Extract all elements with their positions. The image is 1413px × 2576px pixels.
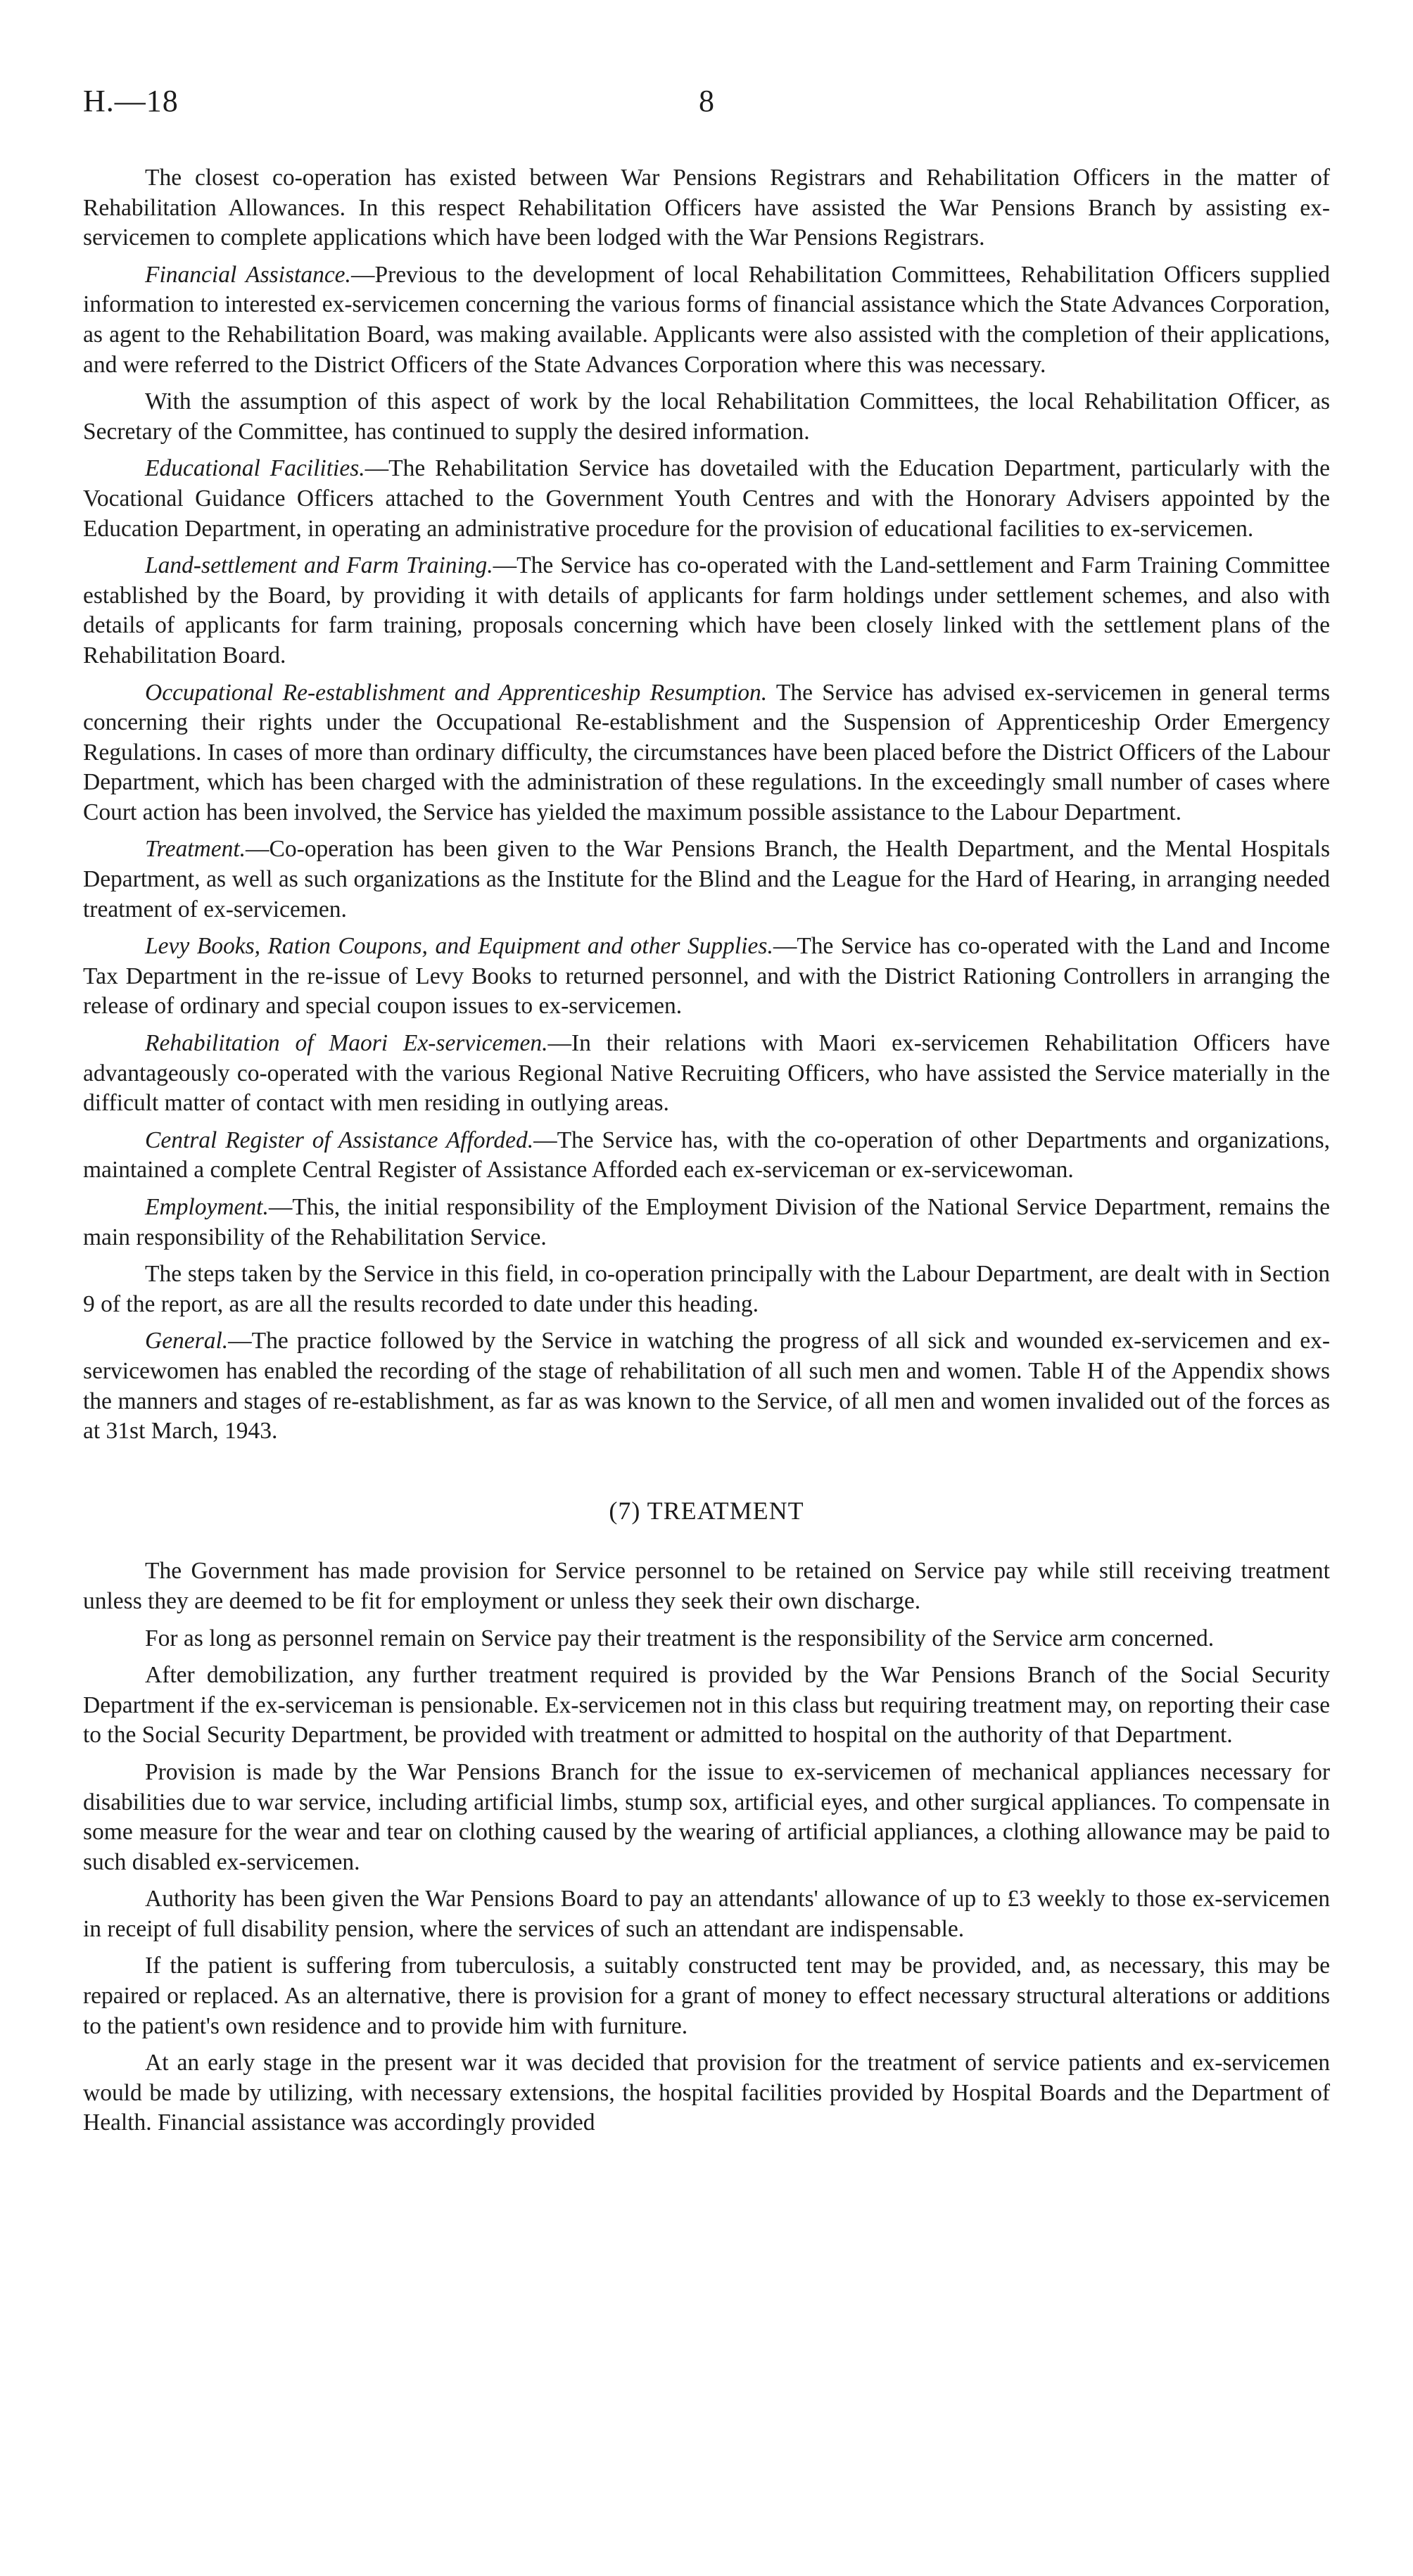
paragraph-lead: Rehabilitation of Maori Ex-servicemen. (145, 1030, 548, 1057)
paragraph-text: —Co-operation has been given to the War Pensions Branch, the Health Department, and the Mental Hospitals Department, as well as such organizations as the Institute for the Blind and the League for the Hard of Hearing, in arranging needed treatment of ex-servicemen. (83, 836, 1330, 922)
paragraph (83, 2048, 1330, 2138)
paragraph (83, 1556, 1330, 1616)
paragraph (83, 1661, 1330, 1751)
paragraph-lead: General. (145, 1328, 229, 1354)
paragraph (83, 1624, 1330, 1654)
paragraph-text: The closest co-operation has existed between War Pensions Registrars and Rehabilitation Officers in the matter of Rehabilitation Allowances. In this respect Rehabilitation Officers have assisted the War Pensions Branch by assisting ex-servicemen to complete applications which have been lodged with the War Pensions Registrars. (83, 165, 1330, 251)
body-text (83, 163, 1330, 2138)
paragraph-text: —In their relations with Maori ex-servicemen Rehabilitation Officers have advantageously co-operated with the various Regional Native Recruiting Officers, who have assisted the Service materially in the difficult matter of contact with men residing in outlying areas. (83, 1030, 1330, 1117)
paragraph (83, 163, 1330, 253)
paragraph-lead: Educational Facilities. (145, 455, 365, 482)
paragraph (83, 1951, 1330, 2041)
paragraph-text: —The practice followed by the Service in watching the progress of all sick and wounded ex-servicemen and ex-servicewomen has enabled the recording of the stage of rehabilitation of all such men and women. Table H of the Appendix shows the manners and stages of re-establishment, as far as was known to the Service, of all men and women invalided out of the forces as at 31st March, 1943. (83, 1328, 1330, 1445)
paragraph-text: Authority has been given the War Pensions Board to pay an attendants' allowance of up to £3 weekly to those ex-servicemen in receipt of full disability pension, where the services of such an attendant are indispensable. (83, 1886, 1330, 1942)
paragraph (83, 1758, 1330, 1877)
paragraph-lead: Employment. (145, 1194, 269, 1220)
document-reference: H.—18 (83, 84, 179, 118)
paragraph-text: For as long as personnel remain on Service pay their treatment is the responsibility of the Service arm concerned. (145, 1625, 1215, 1651)
paragraph-lead: Treatment. (145, 836, 246, 863)
paragraph-text: At an early stage in the present war it was decided that provision for the treatment of service patients and ex-servicemen would be made by utilizing, with necessary extensions, the hospital facilities provided by Hospital Boards and the Department of Health. Financial assistance was accordingly provided (83, 2050, 1330, 2136)
paragraph-text: If the patient is suffering from tuberculosis, a suitably constructed tent may be provided, and, as necessary, this may be repaired or replaced. As an alternative, there is provision for a grant of money to effect necessary structural alterations or additions to the patient's own residence and to provide him with furniture. (83, 1953, 1330, 2039)
paragraph-text: —The Service has co-operated with the Land-settlement and Farm Training Committee established by the Board, by providing it with details of applicants for farm holdings under settlement schemes, and also with details of applicants for farm training, proposals concerning which have been closely linked with the settlement plans of the Rehabilitation Board. (83, 552, 1330, 668)
paragraph (83, 932, 1330, 1022)
paragraph-lead: Land-settlement and Farm Training. (145, 552, 493, 579)
paragraph (83, 835, 1330, 925)
paragraph-lead: Occupational Re-establishment and Apprenticeship Resumption. (145, 679, 768, 706)
paragraph-text: The Government has made provision for Service personnel to be retained on Service pay while still receiving treatment unless they are deemed to be fit for employment or unless they seek their own discharge. (83, 1558, 1330, 1614)
paragraph (83, 387, 1330, 447)
paragraphs-before-heading (83, 163, 1330, 1447)
page-number: 8 (699, 84, 714, 118)
paragraph (83, 454, 1330, 544)
paragraph (83, 1029, 1330, 1119)
paragraph (83, 260, 1330, 380)
paragraphs-after-heading (83, 1556, 1330, 2138)
paragraph (83, 1126, 1330, 1186)
paragraph-text: —The Rehabilitation Service has dovetailed with the Education Department, particularly with the Vocational Guidance Officers attached to the Government Youth Centres and with the Honorary Advisers appointed by the Education Department, in operating an administrative procedure for the provision of educational facilities to ex-servicemen. (83, 455, 1330, 542)
paragraph-text: Provision is made by the War Pensions Branch for the issue to ex-servicemen of mechanical appliances necessary for disabilities due to war service, including artificial limbs, stump sox, artificial eyes, and other surgical appliances. To compensate in some measure for the wear and tear on clothing caused by the wearing of artificial appliances, a clothing allowance may be paid to such disabled ex-servicemen. (83, 1758, 1330, 1875)
paragraph (83, 1193, 1330, 1252)
paragraph-text: —This, the initial responsibility of the Employment Division of the National Service Department, remains the main responsibility of the Rehabilitation Service. (83, 1194, 1330, 1250)
paragraph-text: —The Service has, with the co-operation of other Departments and organizations, maintained a complete Central Register of Assistance Afforded each ex-serviceman or ex-servicewoman. (83, 1127, 1330, 1184)
paragraph (83, 1884, 1330, 1944)
paragraph-text: —The Service has co-operated with the Land and Income Tax Department in the re-issue of Levy Books to returned personnel, and with the District Rationing Controllers in arranging the release of ordinary and special coupon issues to ex-servicemen. (83, 933, 1330, 1020)
paragraph-text: After demobilization, any further treatment required is provided by the War Pensions Branch of the Social Security Department if the ex-serviceman is pensionable. Ex-servicemen not in this class but requiring treatment may, on reporting their case to the Social Security Department, be provided with treatment or admitted to hospital on the authority of that Department. (83, 1662, 1330, 1749)
paragraph (83, 678, 1330, 828)
paragraph-text: The Service has advised ex-servicemen in general terms concerning their rights under the Occupational Re-establishment and the Suspension of Apprenticeship Order Emergency Regulations. In cases of more than ordinary difficulty, the circumstances have been placed before the District Officers of the Labour Department, which has been charged with the administration of these regulations. In the exceedingly small number of cases where Court action has been involved, the Service has yielded the maximum possible assistance to the Labour Department. (83, 679, 1331, 825)
page-header (83, 83, 1330, 128)
section-heading: (7) TREATMENT (609, 1496, 804, 1525)
paragraph-text: With the assumption of this aspect of work by the local Rehabilitation Committees, the local Rehabilitation Officer, as Secretary of the Committee, has continued to supply the desired information. (83, 388, 1330, 445)
paragraph (83, 551, 1330, 671)
paragraph (83, 1260, 1330, 1319)
paragraph-text: The steps taken by the Service in this field, in co-operation principally with the Labour Department, are dealt with in Section 9 of the report, as are all the results recorded to date under this heading. (83, 1261, 1330, 1317)
paragraph-lead: Financial Assistance. (145, 261, 351, 288)
paragraph (83, 1326, 1330, 1446)
paragraph-lead: Central Register of Assistance Afforded. (145, 1127, 534, 1153)
paragraph-lead: Levy Books, Ration Coupons, and Equipment and other Supplies. (145, 933, 773, 960)
paragraph-text: —Previous to the development of local Rehabilitation Committees, Rehabilitation Officers supplied information to interested ex-servicemen concerning the various forms of financial assistance which the State Advances Corporation, as agent to the Rehabilitation Board, was making available. Applicants were also assisted with the completion of their applications, and were referred to the District Officers of the State Advances Corporation where this was necessary. (83, 261, 1330, 378)
